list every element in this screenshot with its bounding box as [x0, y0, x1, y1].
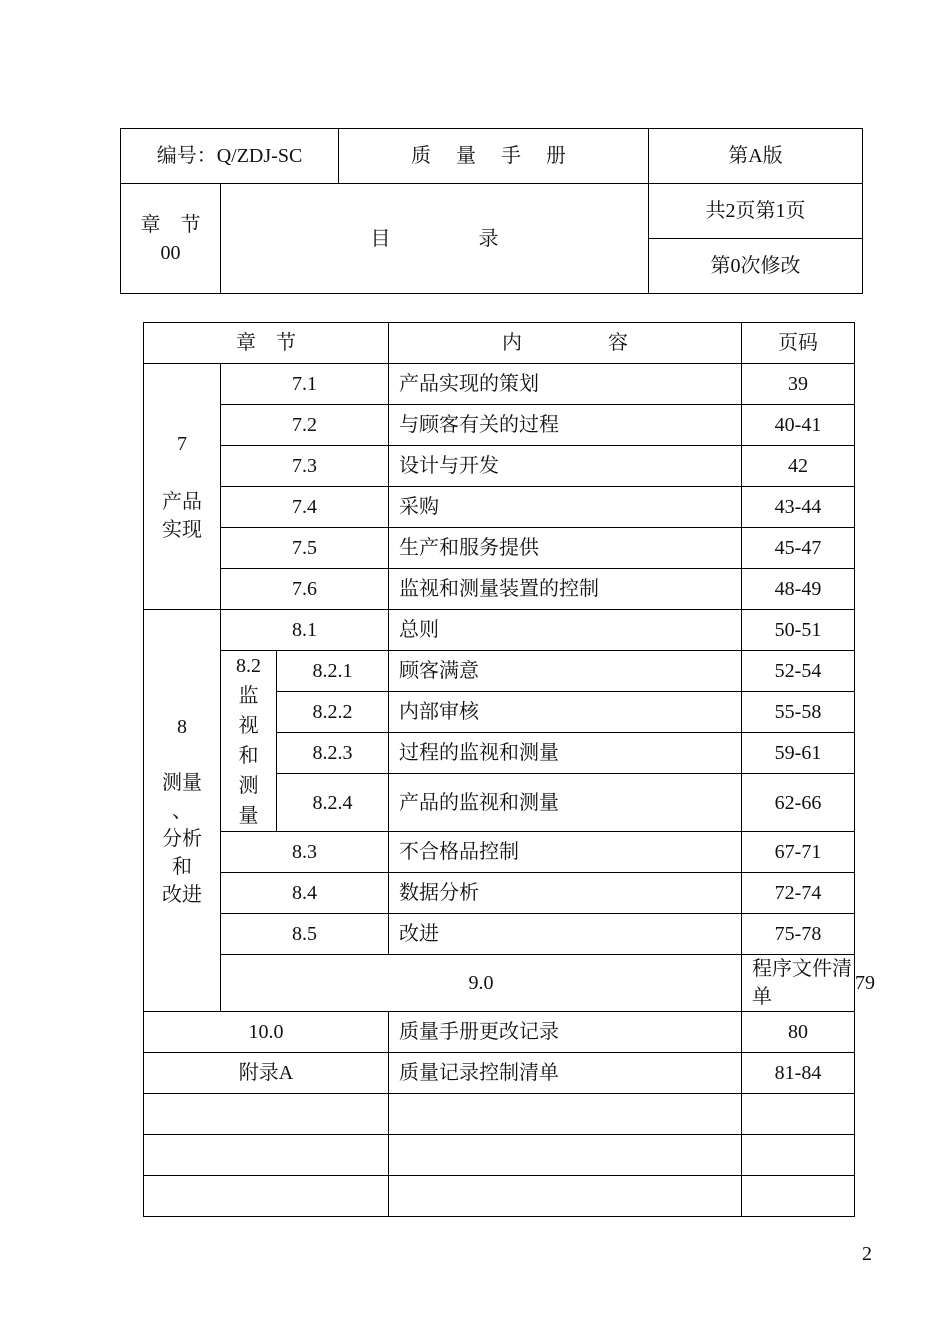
- subchapter-8-2-label-4: 和: [238, 745, 259, 767]
- chapter-8-cell: [144, 610, 221, 1012]
- chapter-cell: [121, 184, 221, 294]
- section-page: 40-41: [742, 405, 855, 446]
- table-row: [144, 832, 855, 873]
- col-header-content-right: 容: [608, 332, 629, 354]
- section-page: 42: [742, 446, 855, 487]
- chapter-7-name-1: 产品: [162, 490, 202, 513]
- table-row: [144, 914, 855, 955]
- table-row: [144, 1012, 855, 1053]
- doc-number: 编号：Q/ZDJ-SC: [121, 129, 339, 184]
- chapter-7-cell: [144, 364, 221, 610]
- section-title: 不合格品控制: [389, 832, 742, 873]
- section-page: 39: [742, 364, 855, 405]
- chapter-8-name-4: 和: [172, 855, 192, 878]
- chapter-label: 章 节: [140, 213, 201, 236]
- section-title: 质量记录控制清单: [389, 1053, 742, 1094]
- col-header-chapter: 章 节: [144, 323, 389, 364]
- page-info: 共2页第1页: [649, 184, 863, 239]
- section-title: 顾客满意: [389, 651, 742, 692]
- section-title: 产品的监视和测量: [389, 774, 742, 832]
- section-page: 80: [742, 1012, 855, 1053]
- table-row: [144, 651, 855, 692]
- section-title: 产品实现的策划: [389, 364, 742, 405]
- section-number: 7.2: [221, 405, 389, 446]
- section-page: 75-78: [742, 914, 855, 955]
- empty-cell: [389, 1176, 742, 1217]
- section-page: 45-47: [742, 528, 855, 569]
- subchapter-8-2-cell: [221, 651, 277, 832]
- chapter-8-name-3: 分析: [162, 827, 202, 850]
- empty-row: [144, 1135, 855, 1176]
- empty-cell: [144, 1094, 389, 1135]
- section-title: 过程的监视和测量: [389, 733, 742, 774]
- section-title: 与顾客有关的过程: [389, 405, 742, 446]
- section-page: 67-71: [742, 832, 855, 873]
- section-number: 7.1: [221, 364, 389, 405]
- section-page: 62-66: [742, 774, 855, 832]
- section-number: 7.6: [221, 569, 389, 610]
- table-row: [144, 1053, 855, 1094]
- subchapter-8-2-label-2: 监: [238, 685, 259, 707]
- section-number: 8.1: [221, 610, 389, 651]
- section-title: 设计与开发: [389, 446, 742, 487]
- chapter-7-number: 7: [177, 432, 187, 455]
- section-number: 8.2.1: [277, 651, 389, 692]
- table-row: [144, 569, 855, 610]
- table-header-row: [144, 323, 855, 364]
- section-number: 9.0: [221, 955, 742, 1012]
- empty-cell: [389, 1135, 742, 1176]
- manual-title: 质 量 手 册: [339, 129, 649, 184]
- table-row: [144, 446, 855, 487]
- empty-cell: [742, 1176, 855, 1217]
- chapter-8-number: 8: [177, 715, 187, 738]
- section-page: 48-49: [742, 569, 855, 610]
- table-row: [144, 610, 855, 651]
- section-number: 附录A: [144, 1053, 389, 1094]
- subchapter-8-2-label-6: 量: [238, 805, 259, 827]
- section-number: 8.5: [221, 914, 389, 955]
- section-number: 7.5: [221, 528, 389, 569]
- empty-row: [144, 1176, 855, 1217]
- section-title-left: 目: [370, 227, 391, 250]
- section-title: 生产和服务提供: [389, 528, 742, 569]
- section-title: 改进: [389, 914, 742, 955]
- section-title: 程序文件清单: [742, 955, 855, 1012]
- section-page: 55-58: [742, 692, 855, 733]
- empty-cell: [742, 1135, 855, 1176]
- section-page: 72-74: [742, 873, 855, 914]
- section-number: 8.2.2: [277, 692, 389, 733]
- section-page: 43-44: [742, 487, 855, 528]
- section-page: 59-61: [742, 733, 855, 774]
- section-number: 8.3: [221, 832, 389, 873]
- section-number: 10.0: [144, 1012, 389, 1053]
- section-page: 50-51: [742, 610, 855, 651]
- section-title: 采购: [389, 487, 742, 528]
- section-number: 8.4: [221, 873, 389, 914]
- section-page: 52-54: [742, 651, 855, 692]
- section-title: 质量手册更改记录: [389, 1012, 742, 1053]
- section-number: 7.3: [221, 446, 389, 487]
- empty-row: [144, 1094, 855, 1135]
- table-row: [144, 487, 855, 528]
- chapter-number: 00: [160, 241, 181, 264]
- section-title: 数据分析: [389, 873, 742, 914]
- table-row: 9.0 程序文件清单 79: [144, 955, 855, 1012]
- table-row: [144, 364, 855, 405]
- col-header-page: 页码: [742, 323, 855, 364]
- empty-cell: [389, 1094, 742, 1135]
- section-number: 8.2.4: [277, 774, 389, 832]
- chapter-8-name-5: 改进: [162, 883, 202, 906]
- empty-cell: [144, 1176, 389, 1217]
- subchapter-8-2-label-5: 测: [238, 775, 259, 797]
- section-number: 7.4: [221, 487, 389, 528]
- section-number: 8.2.3: [277, 733, 389, 774]
- chapter-8-name-1: 测量: [162, 771, 202, 794]
- subchapter-8-2-label-1: 8.2: [236, 655, 261, 677]
- chapter-7-name-2: 实现: [162, 518, 202, 541]
- table-row: [144, 405, 855, 446]
- page-number: 2: [862, 1243, 872, 1265]
- empty-cell: [144, 1135, 389, 1176]
- contents-table: [143, 322, 876, 1217]
- document-header-table: [120, 128, 863, 294]
- section-page: 81-84: [742, 1053, 855, 1094]
- col-header-content: [389, 323, 742, 364]
- table-row: [144, 873, 855, 914]
- section-title-right: 录: [478, 227, 499, 250]
- edition: 第A版: [649, 129, 863, 184]
- subchapter-8-2-label-3: 视: [238, 715, 259, 737]
- chapter-8-name-2: 、: [172, 799, 192, 822]
- revision: 第0次修改: [649, 239, 863, 294]
- section-title: 总则: [389, 610, 742, 651]
- col-header-content-left: 内: [502, 332, 523, 354]
- table-row: [144, 528, 855, 569]
- section-title: 内部审核: [389, 692, 742, 733]
- section-title: [221, 184, 649, 294]
- section-title: 监视和测量装置的控制: [389, 569, 742, 610]
- empty-cell: [742, 1094, 855, 1135]
